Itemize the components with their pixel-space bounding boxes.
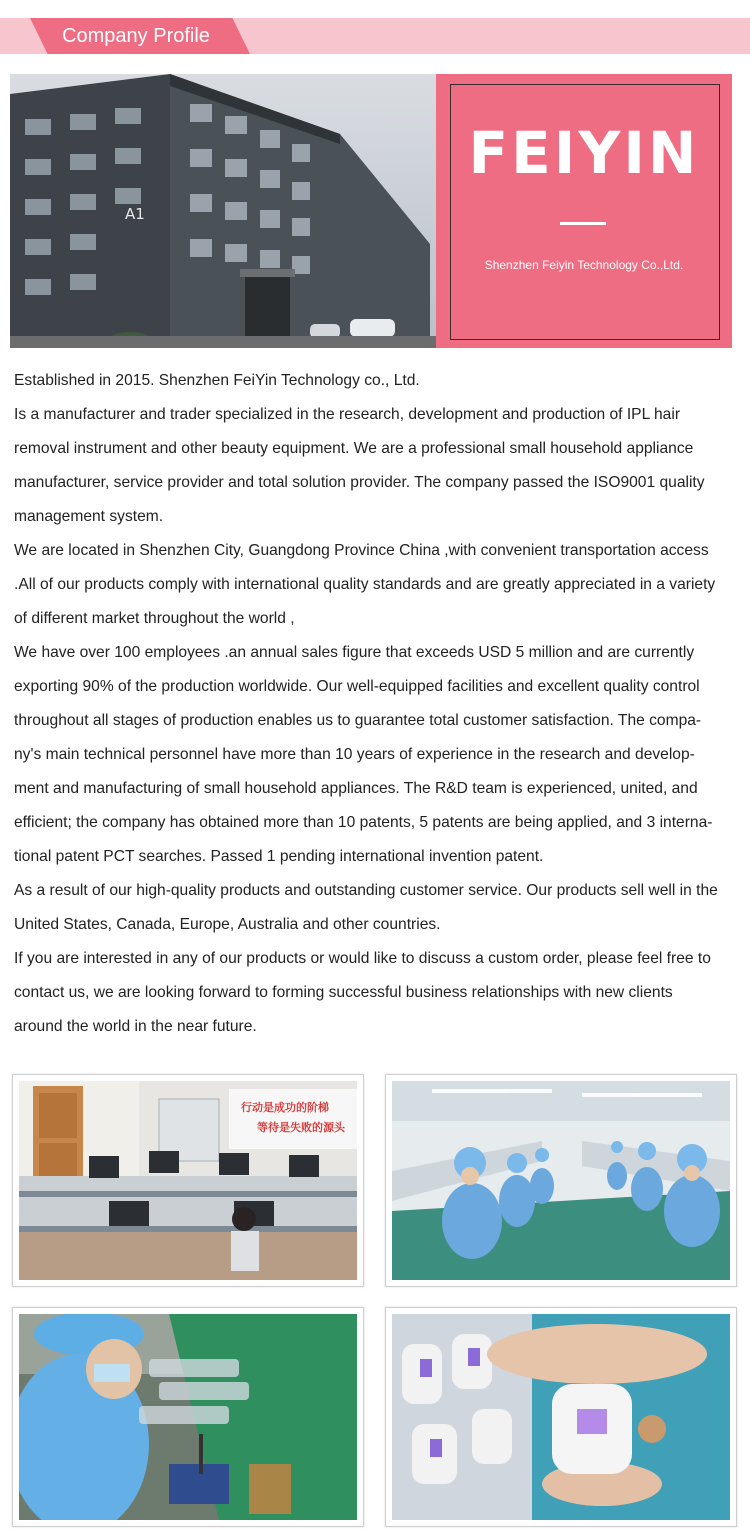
text-line: United States, Canada, Europe, Australia and other countries.: [14, 916, 441, 933]
text-line: We have over 100 employees .an annual sales figure that exceeds USD 5 million and are currently: [14, 644, 695, 661]
text-line: manufacturer, service provider and total solution provider. The company passed the ISO9001 quality: [14, 474, 705, 491]
text-line: exporting 90% of the production worldwide. Our well-equipped facilities and excellent quality control: [14, 678, 700, 695]
brand-logo: FEIYIN: [468, 119, 700, 187]
brand-divider: [560, 222, 606, 225]
text-line: .All of our products comply with international quality standards and are greatly appreciated in a variety: [14, 576, 716, 593]
text-line: Established in 2015. Shenzhen FeiYin Technology co., Ltd.: [14, 372, 420, 389]
text-line: efficient; the company has obtained more than 10 patents, 5 patents are being applied, and 3 interna-: [14, 814, 713, 831]
text-line: As a result of our high-quality products and outstanding customer service. Our products sell well in the: [14, 882, 718, 899]
text-line: tional patent PCT searches. Passed 1 pending international invention patent.: [14, 848, 544, 865]
company-description: [14, 364, 738, 1044]
text-line: Is a manufacturer and trader specialized in the research, development and production of IPL hair: [14, 406, 681, 423]
text-line: If you are interested in any of our products or would like to discuss a custom order, please feel free to: [14, 950, 711, 967]
office-photo: [12, 1074, 364, 1287]
building-label: A1: [125, 205, 145, 223]
text-line: around the world in the near future.: [14, 1018, 257, 1035]
text-line: management system.: [14, 508, 164, 525]
office-sign-top: 行动是成功的阶梯: [241, 1101, 329, 1114]
soldering-photo: [12, 1307, 364, 1527]
product-inspection-photo: [385, 1307, 737, 1527]
assembly-line-photo: [385, 1074, 737, 1287]
text-line: ny's main technical personnel have more than 10 years of experience in the research and develop-: [14, 746, 695, 763]
page-title: Company Profile: [62, 25, 210, 47]
text-line: throughout all stages of production enables us to guarantee total customer satisfaction. The compa-: [14, 712, 702, 729]
factory-building-photo: [10, 74, 436, 348]
text-line: of different market throughout the world ,: [14, 610, 295, 627]
text-line: ment and manufacturing of small household appliances. The R&D team is experienced, united, and: [14, 780, 698, 797]
company-name: Shenzhen Feiyin Technology Co.,Ltd.: [484, 258, 684, 272]
text-line: We are located in Shenzhen City, Guangdong Province China ,with convenient transportation access: [14, 542, 709, 559]
text-line: removal instrument and other beauty equipment. We are a professional small household appliance: [14, 440, 694, 457]
text-line: contact us, we are looking forward to forming successful business relationships with new clients: [14, 984, 673, 1001]
office-sign-bottom: 等待是失败的源头: [257, 1121, 345, 1134]
